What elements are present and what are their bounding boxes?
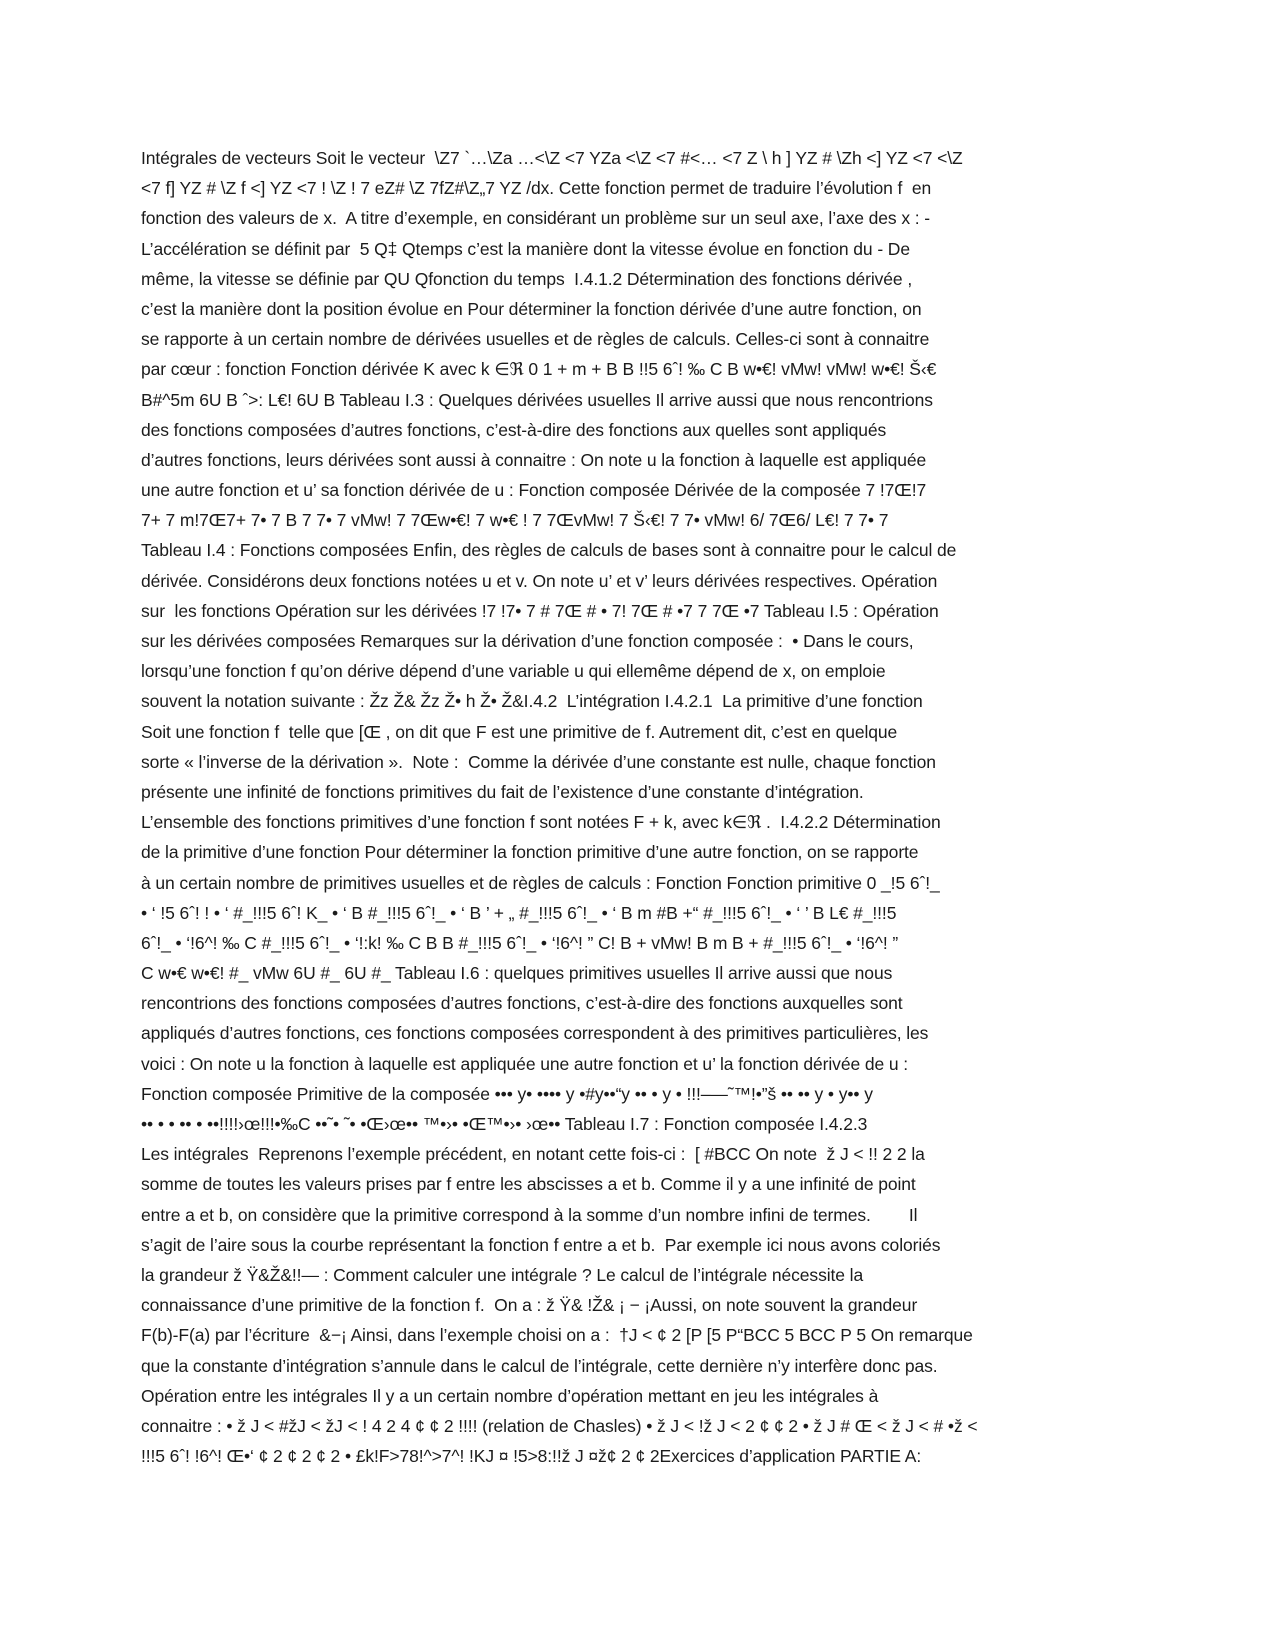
text-line: Fonction composée Primitive de la composée ••• y• •••• y •#y••“y •• • y • !!!–—˜™!•”š •• •• y • y•• y: [141, 1083, 873, 1104]
text-line: Tableau I.4 : Fonctions composées Enfin, des règles de calculs de bases sont à connaitre pour le calcul de: [141, 540, 957, 561]
text-line: fonction des valeurs de x. A titre d’exemple, en considérant un problème sur un seul axe, l’axe des x : -: [141, 208, 931, 229]
text-line: sur les dérivées composées Remarques sur la dérivation d’une fonction composée : • Dans le cours,: [141, 631, 914, 651]
text-line: se rapporte à un certain nombre de dérivées usuelles et de règles de calculs. Celles-ci sont à connaitre: [141, 329, 930, 350]
text-line: une autre fonction et u’ sa fonction dérivée de u : Fonction composée Dérivée de la composée 7 !7Œ!7: [141, 480, 927, 501]
text-line: la grandeur ž Ÿ&Ž&!!— : Comment calculer une intégrale ? Le calcul de l’intégrale nécessite la: [141, 1264, 864, 1285]
text-line: L’ensemble des fonctions primitives d’une fonction f sont notées F + k, avec k∈ℜ . I.4.2.2 Détermination: [141, 812, 941, 833]
text-line: somme de toutes les valeurs prises par f entre les abscisses a et b. Comme il y a une infinité de point: [141, 1174, 916, 1195]
text-line: par cœur : fonction Fonction dérivée K avec k ∈ℜ 0 1 + m + B B !!5 6ˆ! ‰ C B w•€! vMw! vMw! w•€! Š‹€: [141, 359, 937, 380]
text-line: s’agit de l’aire sous la courbe représentant la fonction f entre a et b. Par exemple ici nous avons coloriés: [141, 1234, 941, 1255]
text-line: • ‘ !5 6ˆ! ! • ‘ #_!!!5 6ˆ! K_ • ‘ B #_!!!5 6ˆ!_ • ‘ B ’ + „ #_!!!5 6ˆ!_ • ‘ B m #B +“ #_!!!5 6ˆ!_ • ‘ ’ B L€ #_!!!5: [141, 902, 897, 923]
text-line: Les intégrales Reprenons l’exemple précédent, en notant cette fois-ci : [ #BCC On note ž J < !! 2 2 la: [141, 1144, 925, 1165]
text-line: appliqués d’autres fonctions, ces fonctions composées correspondent à des primitives particulières, les: [141, 1023, 929, 1044]
text-line: souvent la notation suivante : Žz Ž& Žz Ž• h Ž• Ž&I.4.2 L’intégration I.4.2.1 La primitive d’une fonction: [141, 691, 923, 712]
text-line: connaissance d’une primitive de la fonction f. On a : ž Ÿ& !Ž& ¡ − ¡Aussi, on note souvent la grandeur: [141, 1295, 918, 1316]
text-line: d’autres fonctions, leurs dérivées sont aussi à connaitre : On note u la fonction à laquelle est appliquée: [141, 449, 927, 470]
text-line: rencontrions des fonctions composées d’autres fonctions, c’est-à-dire des fonctions auxquelles sont: [141, 993, 903, 1014]
text-line: c’est la manière dont la position évolue en Pour déterminer la fonction dérivée d’une autre fonction, on: [141, 298, 922, 319]
text-line: à un certain nombre de primitives usuelles et de règles de calculs : Fonction Fonction primitive 0 _!5 6ˆ!_: [141, 872, 940, 893]
text-line: entre a et b, on considère que la primitive correspond à la somme d’un nombre infini de termes. Il: [141, 1204, 918, 1225]
text-line: dérivée. Considérons deux fonctions notées u et v. On note u’ et v’ leurs dérivées respectives. Opération: [141, 570, 938, 591]
text-line: F(b)-F(a) par l’écriture &−¡ Ainsi, dans l’exemple choisi on a : †J < ¢ 2 [P [5 P“BCC 5 BCC P 5 On remarque: [141, 1325, 973, 1346]
text-line: voici : On note u la fonction à laquelle est appliquée une autre fonction et u’ la fonction dérivée de u :: [141, 1053, 909, 1074]
text-line: B#^5m 6U B ˆ>: L€! 6U B Tableau I.3 : Quelques dérivées usuelles Il arrive aussi que nous rencontrions: [141, 389, 933, 410]
text-line: C w•€ w•€! #_ vMw 6U #_ 6U #_ Tableau I.6 : quelques primitives usuelles Il arrive aussi que nous: [141, 963, 893, 984]
text-line: Intégrales de vecteurs Soit le vecteur \Z7 `…\Za …<\Z <7 YZa <\Z <7 #<… <7 Z \ h ] YZ # \Zh <] YZ <7 <\Z: [141, 148, 963, 168]
text-line: <7 f] YZ # \Z f <] YZ <7 ! \Z ! 7 eZ# \Z 7fZ#\Z„7 YZ /dx. Cette fonction permet de traduire l’évolution f en: [141, 178, 932, 199]
text-line: présente une infinité de fonctions primitives du fait de l’existence d’une constante d’intégration.: [141, 781, 864, 802]
text-line: sur les fonctions Opération sur les dérivées !7 !7• 7 # 7Œ # • 7! 7Œ # •7 7 7Œ •7 Tableau I.5 : Opération: [141, 600, 939, 621]
text-line: sorte « l’inverse de la dérivation ». Note : Comme la dérivée d’une constante est nulle, chaque fonction: [141, 751, 936, 772]
text-line: lorsqu’une fonction f qu’on dérive dépend d’une variable u qui ellemême dépend de x, on emploie: [141, 661, 886, 682]
document-text-block: [141, 143, 1141, 1471]
text-line: de la primitive d’une fonction Pour déterminer la fonction primitive d’une autre fonction, on se rapporte: [141, 842, 919, 863]
text-line: même, la vitesse se définie par QU Qfonction du temps I.4.1.2 Détermination des fonctions dérivée ,: [141, 268, 913, 289]
text-line: 6ˆ!_ • ‘!6^! ‰ C #_!!!5 6ˆ!_ • ‘!:k! ‰ C B B #_!!!5 6ˆ!_ • ‘!6^! ” C! B + vMw! B m B + #_!!!5 6ˆ!_ • ‘!6^! ”: [141, 932, 899, 953]
text-line: L’accélération se définit par 5 Q‡ Qtemps c’est la manière dont la vitesse évolue en fonction du - De: [141, 238, 910, 259]
text-line: des fonctions composées d’autres fonctions, c’est-à-dire des fonctions aux quelles sont appliqués: [141, 419, 887, 440]
text-line: que la constante d’intégration s’annule dans le calcul de l’intégrale, cette dernière n’y interfère donc pas.: [141, 1355, 938, 1376]
text-line: Opération entre les intégrales Il y a un certain nombre d’opération mettant en jeu les intégrales à: [141, 1385, 879, 1406]
text-line: !!!5 6ˆ! !6^! Œ•‘ ¢ 2 ¢ 2 ¢ 2 • £k!F>78!^>7^! !KJ ¤ !5>8:!!ž J ¤ž¢ 2 ¢ 2Exercices d’application PARTIE A:: [141, 1446, 922, 1467]
text-line: •• • • •• • ••!!!!›œ!!!•‰C ••˜• ˜• •Œ›œ•• ™•›• •Œ™•›• ›œ•• Tableau I.7 : Fonction composée I.4.2.3: [141, 1114, 868, 1134]
text-line: connaitre : • ž J < #žJ < žJ < ! 4 2 4 ¢ ¢ 2 !!!! (relation de Chasles) • ž J < !ž J < 2 ¢ ¢ 2 • ž J # Œ < ž J < # •ž <: [141, 1415, 978, 1436]
text-line: Soit une fonction f telle que [Œ , on dit que F est une primitive de f. Autrement dit, c’est en quelque: [141, 721, 898, 742]
text-line: 7+ 7 m!7Œ7+ 7• 7 B 7 7• 7 vMw! 7 7Œw•€! 7 w•€ ! 7 7ŒvMw! 7 Š‹€! 7 7• vMw! 6/ 7Œ6/ L€! 7 7• 7: [141, 510, 889, 531]
